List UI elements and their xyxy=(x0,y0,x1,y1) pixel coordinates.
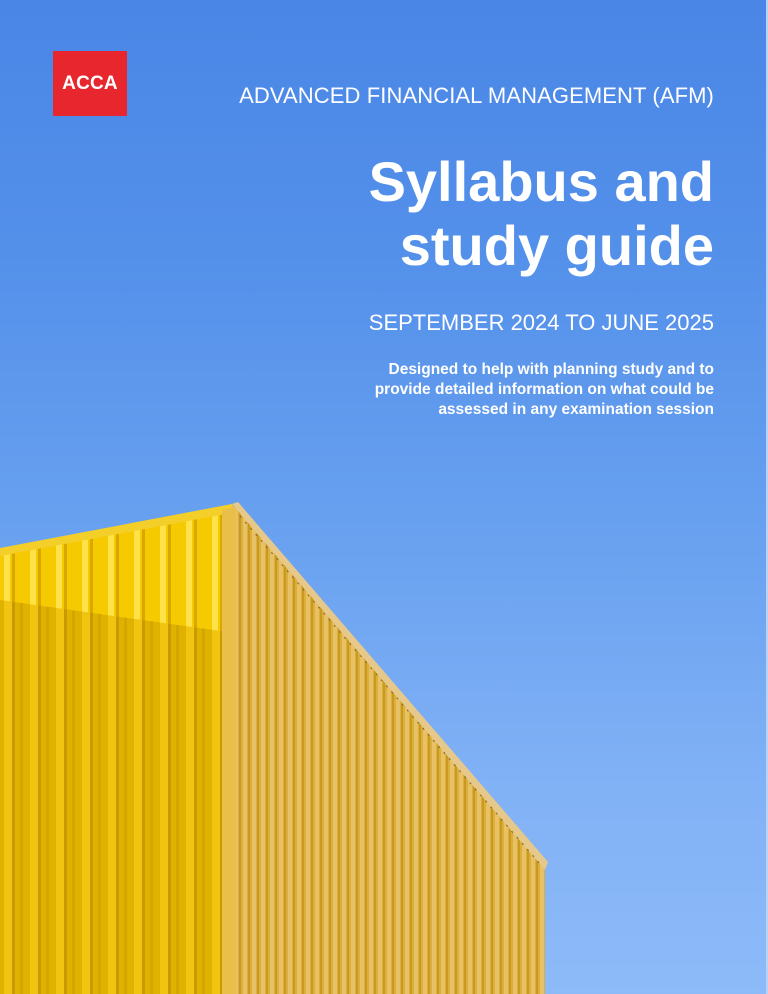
acca-logo xyxy=(53,51,127,116)
description-line-2: provide detailed information on what could be xyxy=(374,381,714,398)
description-line-1: Designed to help with planning study and to xyxy=(388,361,714,378)
title-line-1: Syllabus and xyxy=(368,150,714,213)
logo-text: ACCA xyxy=(62,72,118,94)
exam-subject: ADVANCED FINANCIAL MANAGEMENT (AFM) xyxy=(239,83,714,108)
title-line-2: study guide xyxy=(399,214,714,277)
description xyxy=(274,360,714,420)
page-title xyxy=(369,150,714,278)
description-line-3: assessed in any examination session xyxy=(438,401,714,418)
exam-dates: SEPTEMBER 2024 TO JUNE 2025 xyxy=(368,310,714,335)
